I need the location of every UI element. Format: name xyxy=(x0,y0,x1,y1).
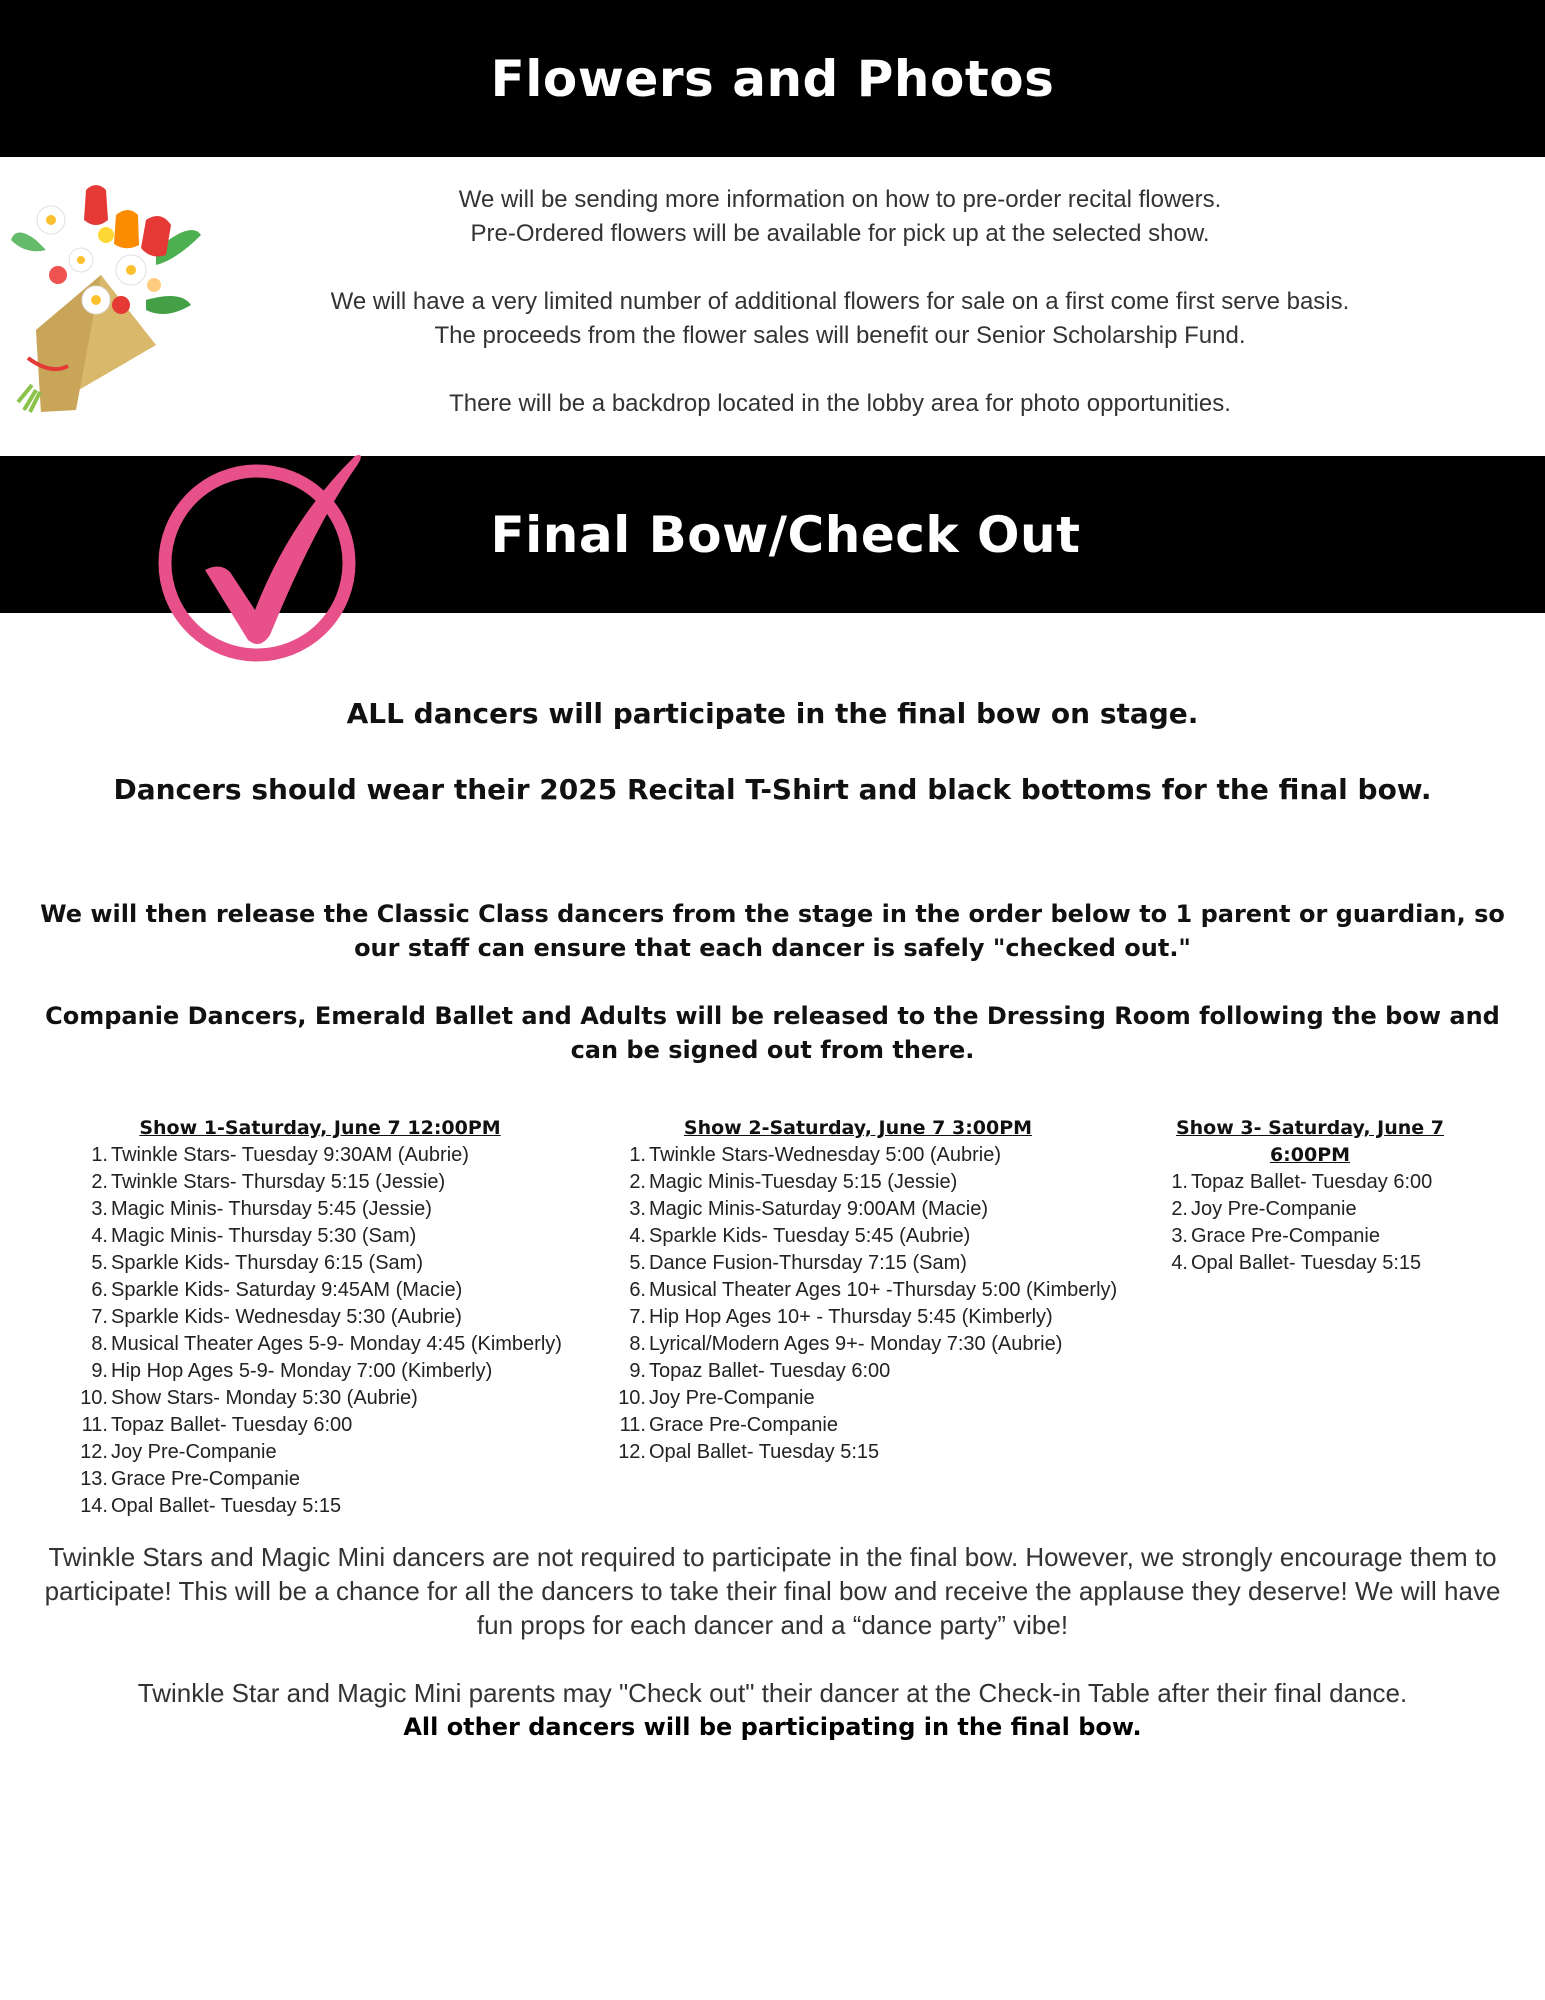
list-number: 1. xyxy=(91,1144,108,1166)
flowers-info xyxy=(240,183,1440,421)
list-number: 14. xyxy=(80,1495,108,1517)
list-item-text: Magic Minis-Tuesday 5:15 (Jessie) xyxy=(649,1171,958,1193)
companie-statement: Companie Dancers, Emerald Ballet and Adults will be released to the Dressing Room following the bow and can be signed out from there. xyxy=(45,1002,1500,1064)
list-number: 3. xyxy=(91,1198,108,1220)
list-item-text: Opal Ballet- Tuesday 5:15 xyxy=(1191,1252,1422,1274)
list-item xyxy=(612,1358,1132,1385)
show-1-column xyxy=(74,1115,594,1520)
list-number: 7. xyxy=(91,1306,108,1328)
list-number: 7. xyxy=(629,1306,646,1328)
list-item xyxy=(74,1277,594,1304)
list-number: 2. xyxy=(1171,1198,1188,1220)
header-band-flowers xyxy=(0,0,1545,157)
list-item-text: Opal Ballet- Tuesday 5:15 xyxy=(649,1441,880,1463)
list-item xyxy=(74,1196,594,1223)
list-item-text: Grace Pre-Companie xyxy=(649,1414,838,1436)
list-item-text: Twinkle Stars- Thursday 5:15 (Jessie) xyxy=(111,1171,446,1193)
list-item xyxy=(612,1331,1132,1358)
twinkle-magic-note: Twinkle Stars and Magic Mini dancers are not required to participate in the final bow. However, we strongly encourage them to participate! This will be a chance for all the dancers to take their final bow and receive the applause they deserve! We will have fun props for each dancer and a “dance party” vibe! xyxy=(44,1542,1501,1640)
flowers-line-2: Pre-Ordered flowers will be available for pick up at the selected show. xyxy=(470,220,1210,247)
list-item-text: Musical Theater Ages 5-9- Monday 4:45 (Kimberly) xyxy=(111,1333,562,1355)
list-item xyxy=(1154,1250,1484,1277)
show-3-title: Show 3- Saturday, June 7 6:00PM xyxy=(1175,1117,1445,1166)
flowers-line-3: We will have a very limited number of additional flowers for sale on a first come first serve basis. xyxy=(330,288,1350,315)
list-item xyxy=(74,1493,594,1520)
list-item-text: Twinkle Stars- Tuesday 9:30AM (Aubrie) xyxy=(111,1144,469,1166)
flowers-line-5: There will be a backdrop located in the lobby area for photo opportunities. xyxy=(449,390,1231,417)
list-number: 12. xyxy=(80,1441,108,1463)
flowers-line-1: We will be sending more information on how to pre-order recital flowers. xyxy=(458,186,1222,213)
list-number: 8. xyxy=(91,1333,108,1355)
list-item xyxy=(74,1412,594,1439)
show-3-list xyxy=(1154,1169,1484,1277)
list-item xyxy=(612,1169,1132,1196)
checkmark-icon xyxy=(150,450,370,670)
list-item xyxy=(612,1142,1132,1169)
list-item-text: Joy Pre-Companie xyxy=(111,1441,277,1463)
list-item xyxy=(74,1169,594,1196)
list-number: 13. xyxy=(80,1468,108,1490)
list-item-text: Hip Hop Ages 5-9- Monday 7:00 (Kimberly) xyxy=(111,1360,493,1382)
list-item-text: Sparkle Kids- Wednesday 5:30 (Aubrie) xyxy=(111,1306,462,1328)
list-number: 1. xyxy=(1171,1171,1188,1193)
list-item-text: Topaz Ballet- Tuesday 6:00 xyxy=(649,1360,891,1382)
list-item-text: Dance Fusion-Thursday 7:15 (Sam) xyxy=(649,1252,967,1274)
list-item xyxy=(612,1439,1132,1466)
list-item xyxy=(74,1466,594,1493)
list-item-text: Hip Hop Ages 10+ - Thursday 5:45 (Kimberly) xyxy=(649,1306,1053,1328)
list-number: 12. xyxy=(618,1441,646,1463)
list-item xyxy=(612,1304,1132,1331)
list-number: 10. xyxy=(618,1387,646,1409)
list-item xyxy=(1154,1169,1484,1196)
list-item-text: Topaz Ballet- Tuesday 6:00 xyxy=(1191,1171,1433,1193)
list-number: 11. xyxy=(619,1414,646,1436)
list-item xyxy=(612,1223,1132,1250)
list-number: 9. xyxy=(91,1360,108,1382)
show-3-column xyxy=(1154,1115,1484,1277)
list-item xyxy=(612,1250,1132,1277)
list-number: 6. xyxy=(91,1279,108,1301)
flowers-line-4: The proceeds from the flower sales will benefit our Senior Scholarship Fund. xyxy=(434,322,1246,349)
list-item-text: Sparkle Kids- Tuesday 5:45 (Aubrie) xyxy=(649,1225,971,1247)
list-number: 11. xyxy=(81,1414,108,1436)
list-item-text: Magic Minis- Thursday 5:30 (Sam) xyxy=(111,1225,417,1247)
show-1-list xyxy=(74,1142,594,1520)
show-2-title: Show 2-Saturday, June 7 3:00PM xyxy=(683,1117,1033,1139)
list-item-text: Sparkle Kids- Saturday 9:45AM (Macie) xyxy=(111,1279,463,1301)
list-item-text: Grace Pre-Companie xyxy=(1191,1225,1380,1247)
list-number: 3. xyxy=(1171,1225,1188,1247)
list-item-text: Musical Theater Ages 10+ -Thursday 5:00 (Kimberly) xyxy=(649,1279,1118,1301)
list-item-text: Show Stars- Monday 5:30 (Aubrie) xyxy=(111,1387,418,1409)
release-statement: We will then release the Classic Class dancers from the stage in the order below to 1 parent or guardian, so our staff can ensure that each dancer is safely "checked out." xyxy=(40,900,1505,962)
show-1-title: Show 1-Saturday, June 7 12:00PM xyxy=(139,1117,501,1139)
list-number: 4. xyxy=(629,1225,646,1247)
list-item xyxy=(612,1277,1132,1304)
list-item xyxy=(612,1196,1132,1223)
list-number: 10. xyxy=(80,1387,108,1409)
list-item xyxy=(1154,1223,1484,1250)
section-title-final-bow: Final Bow/Check Out xyxy=(490,505,1081,564)
other-dancers-note: All other dancers will be participating in the final bow. xyxy=(403,1713,1142,1741)
checkout-note: Twinkle Star and Magic Mini parents may "Check out" their dancer at the Check-in Table after their final dance. xyxy=(137,1678,1408,1708)
list-item-text: Grace Pre-Companie xyxy=(111,1468,300,1490)
list-item xyxy=(612,1385,1132,1412)
list-number: 3. xyxy=(629,1198,646,1220)
section-title-flowers: Flowers and Photos xyxy=(490,49,1055,108)
show-2-list xyxy=(612,1142,1132,1466)
tshirt-statement: Dancers should wear their 2025 Recital T-Shirt and black bottoms for the final bow. xyxy=(113,773,1432,806)
list-item-text: Opal Ballet- Tuesday 5:15 xyxy=(111,1495,342,1517)
list-number: 5. xyxy=(629,1252,646,1274)
list-number: 2. xyxy=(629,1171,646,1193)
all-dancers-statement: ALL dancers will participate in the final bow on stage. xyxy=(346,697,1199,730)
list-item-text: Joy Pre-Companie xyxy=(649,1387,815,1409)
show-2-column xyxy=(612,1115,1132,1466)
list-number: 4. xyxy=(91,1225,108,1247)
list-item xyxy=(74,1142,594,1169)
list-item xyxy=(74,1331,594,1358)
list-number: 4. xyxy=(1171,1252,1188,1274)
list-number: 9. xyxy=(629,1360,646,1382)
list-item xyxy=(74,1223,594,1250)
list-item-text: Magic Minis-Saturday 9:00AM (Macie) xyxy=(649,1198,988,1220)
list-number: 5. xyxy=(91,1252,108,1274)
list-item xyxy=(612,1412,1132,1439)
list-item xyxy=(1154,1196,1484,1223)
list-number: 8. xyxy=(629,1333,646,1355)
list-item-text: Topaz Ballet- Tuesday 6:00 xyxy=(111,1414,353,1436)
list-item-text: Lyrical/Modern Ages 9+- Monday 7:30 (Aubrie) xyxy=(649,1333,1063,1355)
list-item xyxy=(74,1250,594,1277)
list-number: 2. xyxy=(91,1171,108,1193)
list-item-text: Twinkle Stars-Wednesday 5:00 (Aubrie) xyxy=(649,1144,1002,1166)
bouquet-icon xyxy=(6,180,206,415)
list-item xyxy=(74,1304,594,1331)
list-number: 6. xyxy=(629,1279,646,1301)
list-item xyxy=(74,1385,594,1412)
list-item-text: Sparkle Kids- Thursday 6:15 (Sam) xyxy=(111,1252,423,1274)
list-number: 1. xyxy=(629,1144,646,1166)
list-item xyxy=(74,1439,594,1466)
list-item-text: Magic Minis- Thursday 5:45 (Jessie) xyxy=(111,1198,432,1220)
list-item-text: Joy Pre-Companie xyxy=(1191,1198,1357,1220)
list-item xyxy=(74,1358,594,1385)
